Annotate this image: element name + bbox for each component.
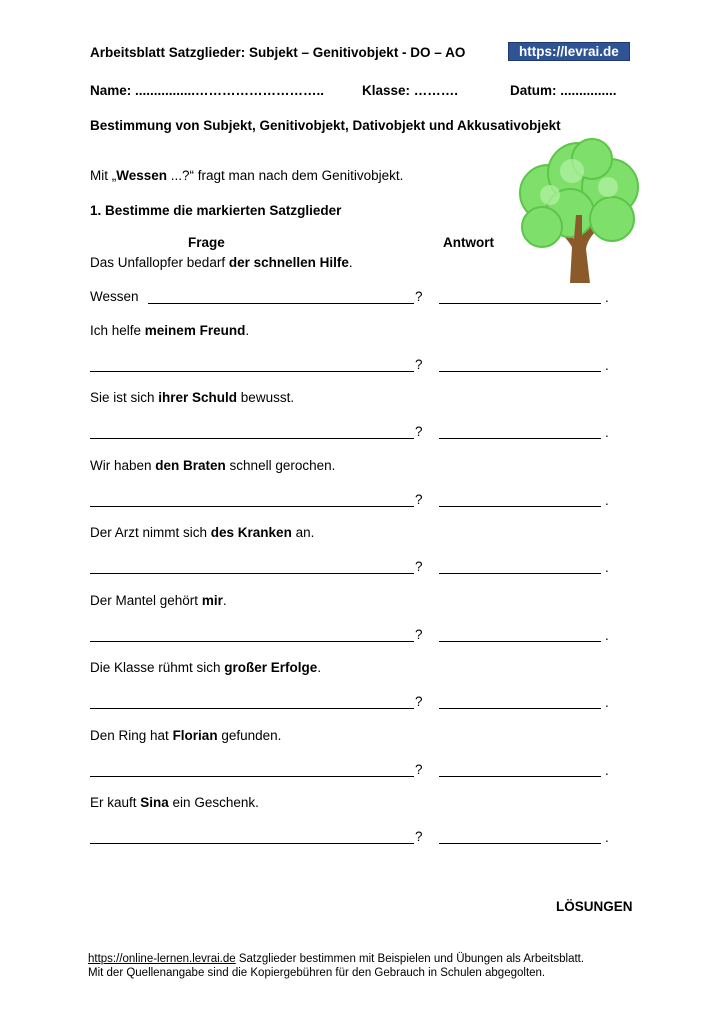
- footer-line-2: Mit der Quellenangabe sind die Kopiergebühren für den Gebrauch in Schulen abgegolten.: [88, 967, 546, 979]
- footer-link[interactable]: https://online-lernen.levrai.de: [88, 953, 236, 965]
- antwort-line[interactable]: [439, 573, 601, 574]
- website-badge[interactable]: https://levrai.de: [508, 42, 630, 61]
- sentence-post: bewusst.: [237, 390, 295, 405]
- antwort-line[interactable]: [439, 303, 601, 304]
- sentence: [90, 728, 281, 743]
- sentence-pre: Sie ist sich: [90, 390, 159, 405]
- sentence-pre: Die Klasse rühmt sich: [90, 660, 225, 675]
- sentence: [90, 795, 259, 810]
- end-dot: .: [605, 762, 609, 778]
- question-mark: ?: [415, 491, 423, 507]
- question-answer-line[interactable]: [90, 506, 414, 507]
- column-frage: Frage: [188, 235, 225, 250]
- end-dot: .: [605, 425, 609, 440]
- sentence-post: .: [245, 322, 250, 338]
- sentence: [90, 390, 294, 405]
- sentence-pre: Den Ring hat: [90, 727, 173, 743]
- end-dot: .: [605, 695, 609, 710]
- question-mark: ?: [415, 559, 423, 574]
- question-mark: ?: [415, 694, 423, 709]
- loesungen-label[interactable]: LÖSUNGEN: [556, 899, 633, 914]
- antwort-line[interactable]: [439, 506, 601, 507]
- antwort-line[interactable]: [439, 438, 601, 439]
- question-mark: ?: [415, 626, 423, 642]
- end-dot: .: [605, 492, 609, 508]
- task-heading: 1. Bestimme die markierten Satzglieder: [90, 203, 342, 218]
- sentence-marked-part: mir: [201, 592, 223, 608]
- sentence-pre: Wir haben: [90, 457, 156, 473]
- footer-line1-rest: Satzglieder bestimmen mit Beispielen und Übungen als Arbeitsblatt.: [235, 953, 585, 965]
- question-mark: ?: [415, 356, 423, 372]
- worksheet-title: Arbeitsblatt Satzglieder: Subjekt – Genitivobjekt - DO – AO: [90, 45, 466, 60]
- question-answer-line[interactable]: [148, 303, 414, 304]
- question-answer-line[interactable]: [90, 371, 414, 372]
- sentence-marked-part: des Kranken: [210, 525, 292, 540]
- antwort-line[interactable]: [439, 776, 601, 777]
- sentence-pre: Der Mantel gehört: [90, 592, 202, 608]
- sentence-post: ein Geschenk.: [168, 795, 259, 810]
- antwort-line[interactable]: [439, 843, 601, 844]
- question-mark: ?: [415, 289, 423, 304]
- sentence-pre: Er kauft: [90, 795, 141, 810]
- question-mark: ?: [415, 761, 423, 777]
- sentence-marked-part: großer Erfolge: [224, 660, 318, 675]
- sentence-pre: Der Arzt nimmt sich: [90, 525, 211, 540]
- intro-post: ...?“ fragt man nach dem Genitivobjekt.: [167, 168, 404, 183]
- sentence-marked-part: der schnellen Hilfe: [228, 255, 349, 270]
- antwort-line[interactable]: [439, 641, 601, 642]
- question-answer-line[interactable]: [90, 438, 414, 439]
- sentence: [90, 525, 314, 540]
- sentence-pre: Das Unfallopfer bedarf: [90, 255, 229, 270]
- sentence-post: .: [317, 660, 322, 675]
- sentence-marked-part: den Braten: [155, 457, 226, 473]
- question-mark: ?: [415, 424, 423, 439]
- question-answer-line[interactable]: [90, 776, 414, 777]
- tree-icon: [512, 135, 644, 283]
- sentence-pre: Ich helfe: [90, 322, 145, 338]
- sentence-post: .: [222, 592, 227, 608]
- sentence-post: gefunden.: [217, 727, 282, 743]
- sentence: [90, 593, 227, 608]
- end-dot: .: [605, 290, 609, 305]
- sentence-marked-part: ihrer Schuld: [158, 390, 238, 405]
- end-dot: .: [605, 830, 609, 845]
- sentence: [90, 660, 321, 675]
- end-dot: .: [605, 357, 609, 373]
- antwort-line[interactable]: [439, 708, 601, 709]
- sentence-marked-part: Sina: [140, 795, 169, 810]
- datum-field: Datum: ...............: [510, 83, 617, 98]
- intro-bold: Wessen: [116, 168, 168, 183]
- sentence: [90, 323, 249, 338]
- column-antwort: Antwort: [443, 235, 494, 250]
- sentence: [90, 255, 353, 270]
- footer-line-1: [88, 953, 584, 965]
- sentence-post: an.: [291, 525, 315, 540]
- question-mark: ?: [415, 829, 423, 844]
- question-answer-line[interactable]: [90, 708, 414, 709]
- intro-text: [90, 168, 403, 183]
- question-answer-line[interactable]: [90, 843, 414, 844]
- section-subtitle: Bestimmung von Subjekt, Genitivobjekt, Dativobjekt und Akkusativobjekt: [90, 118, 561, 133]
- end-dot: .: [605, 560, 609, 575]
- sentence-marked-part: meinem Freund: [144, 322, 246, 338]
- name-field: Name: ................………………………..: [90, 83, 325, 98]
- end-dot: .: [605, 627, 609, 643]
- intro-pre: Mit „: [90, 168, 117, 183]
- antwort-line[interactable]: [439, 371, 601, 372]
- sentence-post: schnell gerochen.: [225, 457, 336, 473]
- klasse-field: Klasse: ……….: [362, 83, 459, 98]
- question-answer-line[interactable]: [90, 641, 414, 642]
- sentence-marked-part: Florian: [172, 727, 218, 743]
- sentence: [90, 458, 335, 473]
- question-answer-line[interactable]: [90, 573, 414, 574]
- prompt-word: Wessen: [90, 289, 139, 304]
- sentence-post: .: [348, 255, 353, 270]
